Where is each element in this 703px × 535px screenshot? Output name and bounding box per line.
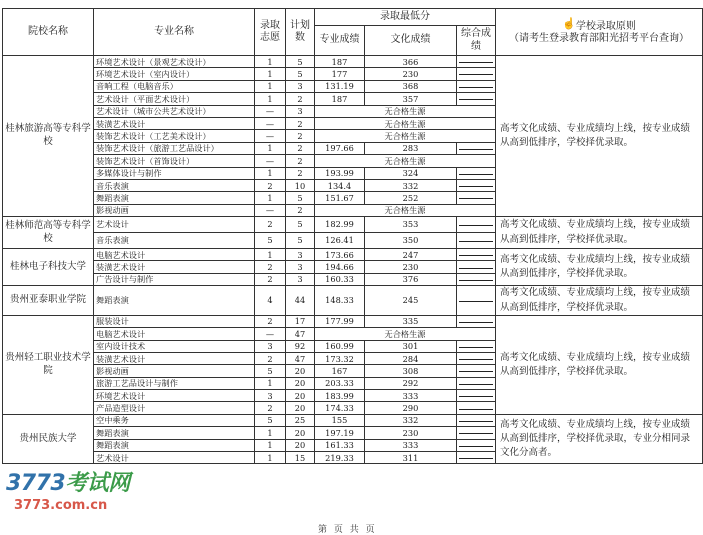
empty-dash-line [459,87,493,88]
empty-dash-line [459,421,493,422]
choice-cell: 1 [255,56,286,68]
plan-count-cell: 2 [286,130,315,142]
overall-score-header: 综合成绩 [457,26,496,56]
choice-cell: 2 [255,352,286,364]
choice-cell: 1 [255,167,286,179]
plan-count-cell: 2 [286,142,315,154]
admission-principle-cell: 高考文化成绩、专业成绩均上线，按专业成绩从高到低排序，学校择优录取。 [496,217,703,249]
empty-dash-line [459,62,493,63]
plan-count-cell: 5 [286,56,315,68]
empty-dash-line [459,174,493,175]
empty-dash-line [459,446,493,447]
plan-count-cell: 20 [286,402,315,414]
professional-score-cell: 174.33 [315,402,365,414]
professional-score-cell: 160.33 [315,273,365,285]
choice-cell: 1 [255,452,286,464]
professional-score-cell: 177.99 [315,315,365,327]
major-name-cell: 环境艺术设计（景观艺术设计） [94,56,255,68]
overall-score-cell [457,93,496,105]
overall-score-cell [457,167,496,179]
overall-score-cell [457,233,496,249]
empty-dash-line [459,371,493,372]
empty-dash-line [459,322,493,323]
choice-cell: — [255,155,286,167]
plan-count-cell: 20 [286,365,315,377]
culture-score-cell: 247 [365,249,457,261]
choice-cell: — [255,204,286,216]
choice-cell: 2 [255,315,286,327]
choice-cell: — [255,105,286,117]
admission-principle-cell: 高考文化成绩、专业成绩均上线，按专业成绩从高到低排序，学校择优录取。 [496,56,703,217]
table-row [3,286,703,316]
school-name-cell: 贵州亚泰职业学院 [3,286,94,316]
culture-score-cell: 230 [365,68,457,80]
empty-dash-line [459,198,493,199]
major-name-cell: 装饰艺术设计（旅游工艺品设计） [94,142,255,154]
professional-score-cell: 219.33 [315,452,365,464]
major-name-cell: 舞蹈表演 [94,192,255,204]
overall-score-cell [457,315,496,327]
empty-dash-line [459,301,493,302]
admission-score-table [2,8,703,464]
culture-score-cell: 366 [365,56,457,68]
overall-score-cell [457,427,496,439]
culture-score-cell: 284 [365,352,457,364]
empty-dash-line [459,225,493,226]
plan-count-cell: 3 [286,105,315,117]
overall-score-cell [457,56,496,68]
site-watermark [4,466,154,522]
plan-count-cell: 2 [286,117,315,129]
professional-score-cell: 194.66 [315,261,365,273]
culture-score-cell: 245 [365,286,457,316]
culture-score-cell: 283 [365,142,457,154]
plan-count-cell: 5 [286,192,315,204]
major-name-cell: 影视动画 [94,204,255,216]
watermark-url: 3773.com.cn [14,498,108,513]
empty-dash-line [459,99,493,100]
culture-score-cell: 332 [365,414,457,426]
choice-cell: — [255,117,286,129]
culture-score-cell: 353 [365,217,457,233]
overall-score-cell [457,261,496,273]
plan-count-cell: 44 [286,286,315,316]
major-name-cell: 艺术设计（平面艺术设计） [94,93,255,105]
choice-cell: 1 [255,142,286,154]
table-row [3,217,703,233]
choice-cell: 1 [255,68,286,80]
overall-score-cell [457,192,496,204]
plan-count-header: 计划数 [286,9,315,56]
empty-dash-line [459,359,493,360]
major-name-cell: 舞蹈表演 [94,427,255,439]
major-name-cell: 装饰艺术设计（首饰设计） [94,155,255,167]
major-name-cell: 舞蹈表演 [94,439,255,451]
choice-cell: 1 [255,93,286,105]
professional-score-cell: 160.99 [315,340,365,352]
major-name-cell: 装潢艺术设计 [94,352,255,364]
choice-cell: 1 [255,439,286,451]
overall-score-cell [457,352,496,364]
professional-score-cell: 187 [315,56,365,68]
culture-score-cell: 292 [365,377,457,389]
watermark-logo: 3773考试网 [6,471,130,496]
choice-cell: — [255,130,286,142]
choice-cell: — [255,328,286,340]
major-name-cell: 影视动画 [94,365,255,377]
culture-score-cell: 230 [365,427,457,439]
table-body [3,56,703,464]
min-score-header: 录取最低分 [315,9,496,26]
plan-count-cell: 2 [286,155,315,167]
major-name-cell: 装潢艺术设计 [94,117,255,129]
choice-cell: 1 [255,192,286,204]
choice-cell: 2 [255,217,286,233]
professional-score-cell: 197.66 [315,142,365,154]
overall-score-cell [457,414,496,426]
major-name-cell: 装饰艺术设计（工艺美术设计） [94,130,255,142]
plan-count-cell: 47 [286,352,315,364]
culture-score-cell: 368 [365,80,457,92]
plan-count-cell: 20 [286,390,315,402]
choice-cell: 1 [255,377,286,389]
culture-score-cell: 290 [365,402,457,414]
plan-count-cell: 2 [286,167,315,179]
culture-score-cell: 335 [365,315,457,327]
overall-score-cell [457,273,496,285]
plan-count-cell: 3 [286,80,315,92]
professional-score-cell: 161.33 [315,439,365,451]
professional-score-cell: 173.66 [315,249,365,261]
plan-count-cell: 2 [286,93,315,105]
major-name-cell: 广告设计与制作 [94,273,255,285]
overall-score-cell [457,340,496,352]
overall-score-cell [457,452,496,464]
culture-score-header: 文化成绩 [365,26,457,56]
overall-score-cell [457,217,496,233]
choice-cell: 5 [255,233,286,249]
major-name-header: 专业名称 [94,9,255,56]
major-name-cell: 服装设计 [94,315,255,327]
empty-dash-line [459,74,493,75]
professional-score-cell: 177 [315,68,365,80]
professional-score-cell: 155 [315,414,365,426]
empty-dash-line [459,186,493,187]
major-name-cell: 音响工程（电脑音乐） [94,80,255,92]
empty-dash-line [459,255,493,256]
table-row [3,56,703,68]
school-name-cell: 桂林旅游高等专科学校 [3,56,94,217]
plan-count-cell: 20 [286,377,315,389]
choice-cell: 1 [255,427,286,439]
empty-dash-line [459,268,493,269]
overall-score-cell [457,390,496,402]
overall-score-cell [457,439,496,451]
overall-score-cell [457,286,496,316]
table-row [3,315,703,327]
plan-count-cell: 10 [286,179,315,191]
culture-score-cell: 376 [365,273,457,285]
plan-count-cell: 3 [286,249,315,261]
plan-count-cell: 2 [286,204,315,216]
overall-score-cell [457,68,496,80]
empty-dash-line [459,384,493,385]
professional-score-cell: 131.19 [315,80,365,92]
culture-score-cell: 333 [365,439,457,451]
empty-dash-line [459,409,493,410]
major-name-cell: 艺术设计 [94,452,255,464]
major-name-cell: 环境艺术设计（室内设计） [94,68,255,80]
plan-count-cell: 25 [286,414,315,426]
hand-cursor-icon: ☝ [562,16,576,30]
culture-score-cell: 357 [365,93,457,105]
professional-score-cell: 197.19 [315,427,365,439]
school-name-header: 院校名称 [3,9,94,56]
choice-cell: 4 [255,286,286,316]
empty-dash-line [459,396,493,397]
plan-count-cell: 5 [286,68,315,80]
overall-score-cell [457,142,496,154]
overall-score-cell [457,80,496,92]
culture-score-cell: 230 [365,261,457,273]
major-name-cell: 音乐表演 [94,179,255,191]
choice-cell: 3 [255,390,286,402]
overall-score-cell [457,377,496,389]
no-qualified-cell: 无合格生源 [315,130,496,142]
no-qualified-cell: 无合格生源 [315,117,496,129]
professional-score-cell: 148.33 [315,286,365,316]
school-name-cell: 贵州轻工职业技术学院 [3,315,94,414]
plan-count-cell: 15 [286,452,315,464]
empty-dash-line [459,433,493,434]
no-qualified-cell: 无合格生源 [315,328,496,340]
no-qualified-cell: 无合格生源 [315,204,496,216]
choice-cell: 5 [255,414,286,426]
overall-score-cell [457,249,496,261]
major-name-cell: 装潢艺术设计 [94,261,255,273]
choice-cell: 2 [255,179,286,191]
page-footer: 第 页 共 页 [318,525,377,535]
culture-score-cell: 301 [365,340,457,352]
professional-score-cell: 173.32 [315,352,365,364]
culture-score-cell: 332 [365,179,457,191]
plan-count-cell: 5 [286,233,315,249]
choice-cell: 1 [255,80,286,92]
admission-principle-cell: 高考文化成绩、专业成绩均上线，按专业成绩从高到低排序，学校择优录取，专业分相同录文化分高者。 [496,414,703,464]
plan-count-cell: 17 [286,315,315,327]
choice-cell: 2 [255,273,286,285]
major-name-cell: 空中乘务 [94,414,255,426]
plan-count-cell: 5 [286,217,315,233]
plan-count-cell: 92 [286,340,315,352]
culture-score-cell: 324 [365,167,457,179]
overall-score-cell [457,179,496,191]
professional-score-cell: 151.67 [315,192,365,204]
empty-dash-line [459,458,493,459]
professional-score-cell: 193.99 [315,167,365,179]
admission-principle-cell: 高考文化成绩、专业成绩均上线，按专业成绩从高到低排序，学校择优录取。 [496,286,703,316]
professional-score-cell: 167 [315,365,365,377]
professional-score-cell: 126.41 [315,233,365,249]
choice-cell: 1 [255,249,286,261]
culture-score-cell: 350 [365,233,457,249]
professional-score-cell: 183.99 [315,390,365,402]
plan-count-cell: 3 [286,261,315,273]
professional-score-cell: 203.33 [315,377,365,389]
plan-count-cell: 47 [286,328,315,340]
overall-score-cell [457,365,496,377]
table-row [3,249,703,261]
major-name-cell: 环境艺术设计 [94,390,255,402]
major-name-cell: 电脑艺术设计 [94,328,255,340]
principle-subtitle: （请考生登录教育部阳光招考平台查询） [509,33,690,44]
major-name-cell: 室内设计技术 [94,340,255,352]
admission-principle-header [496,9,703,56]
admission-principle-cell: 高考文化成绩、专业成绩均上线，按专业成绩从高到低排序，学校择优录取。 [496,315,703,414]
principle-title: 学校录取原则 [575,20,636,32]
major-name-cell: 旅游工艺品设计与制作 [94,377,255,389]
professional-score-cell: 134.4 [315,179,365,191]
empty-dash-line [459,347,493,348]
culture-score-cell: 308 [365,365,457,377]
major-name-cell: 电脑艺术设计 [94,249,255,261]
major-name-cell: 多媒体设计与制作 [94,167,255,179]
school-name-cell: 贵州民族大学 [3,414,94,464]
admission-principle-cell: 高考文化成绩、专业成绩均上线，按专业成绩从高到低排序，学校择优录取。 [496,249,703,286]
professional-score-header: 专业成绩 [315,26,365,56]
choice-cell: 2 [255,261,286,273]
culture-score-cell: 252 [365,192,457,204]
culture-score-cell: 311 [365,452,457,464]
empty-dash-line [459,149,493,150]
no-qualified-cell: 无合格生源 [315,155,496,167]
professional-score-cell: 187 [315,93,365,105]
major-name-cell: 舞蹈表演 [94,286,255,316]
culture-score-cell: 333 [365,390,457,402]
overall-score-cell [457,402,496,414]
school-name-cell: 桂林电子科技大学 [3,249,94,286]
school-name-cell: 桂林师范高等专科学校 [3,217,94,249]
major-name-cell: 艺术设计（城市公共艺术设计） [94,105,255,117]
choice-cell: 3 [255,340,286,352]
plan-count-cell: 20 [286,439,315,451]
major-name-cell: 艺术设计 [94,217,255,233]
plan-count-cell: 3 [286,273,315,285]
empty-dash-line [459,241,493,242]
professional-score-cell: 182.99 [315,217,365,233]
table-row [3,414,703,426]
choice-cell: 2 [255,402,286,414]
admission-choice-header: 录取志愿 [255,9,286,56]
choice-cell: 5 [255,365,286,377]
major-name-cell: 音乐表演 [94,233,255,249]
plan-count-cell: 20 [286,427,315,439]
empty-dash-line [459,280,493,281]
major-name-cell: 产品造型设计 [94,402,255,414]
no-qualified-cell: 无合格生源 [315,105,496,117]
